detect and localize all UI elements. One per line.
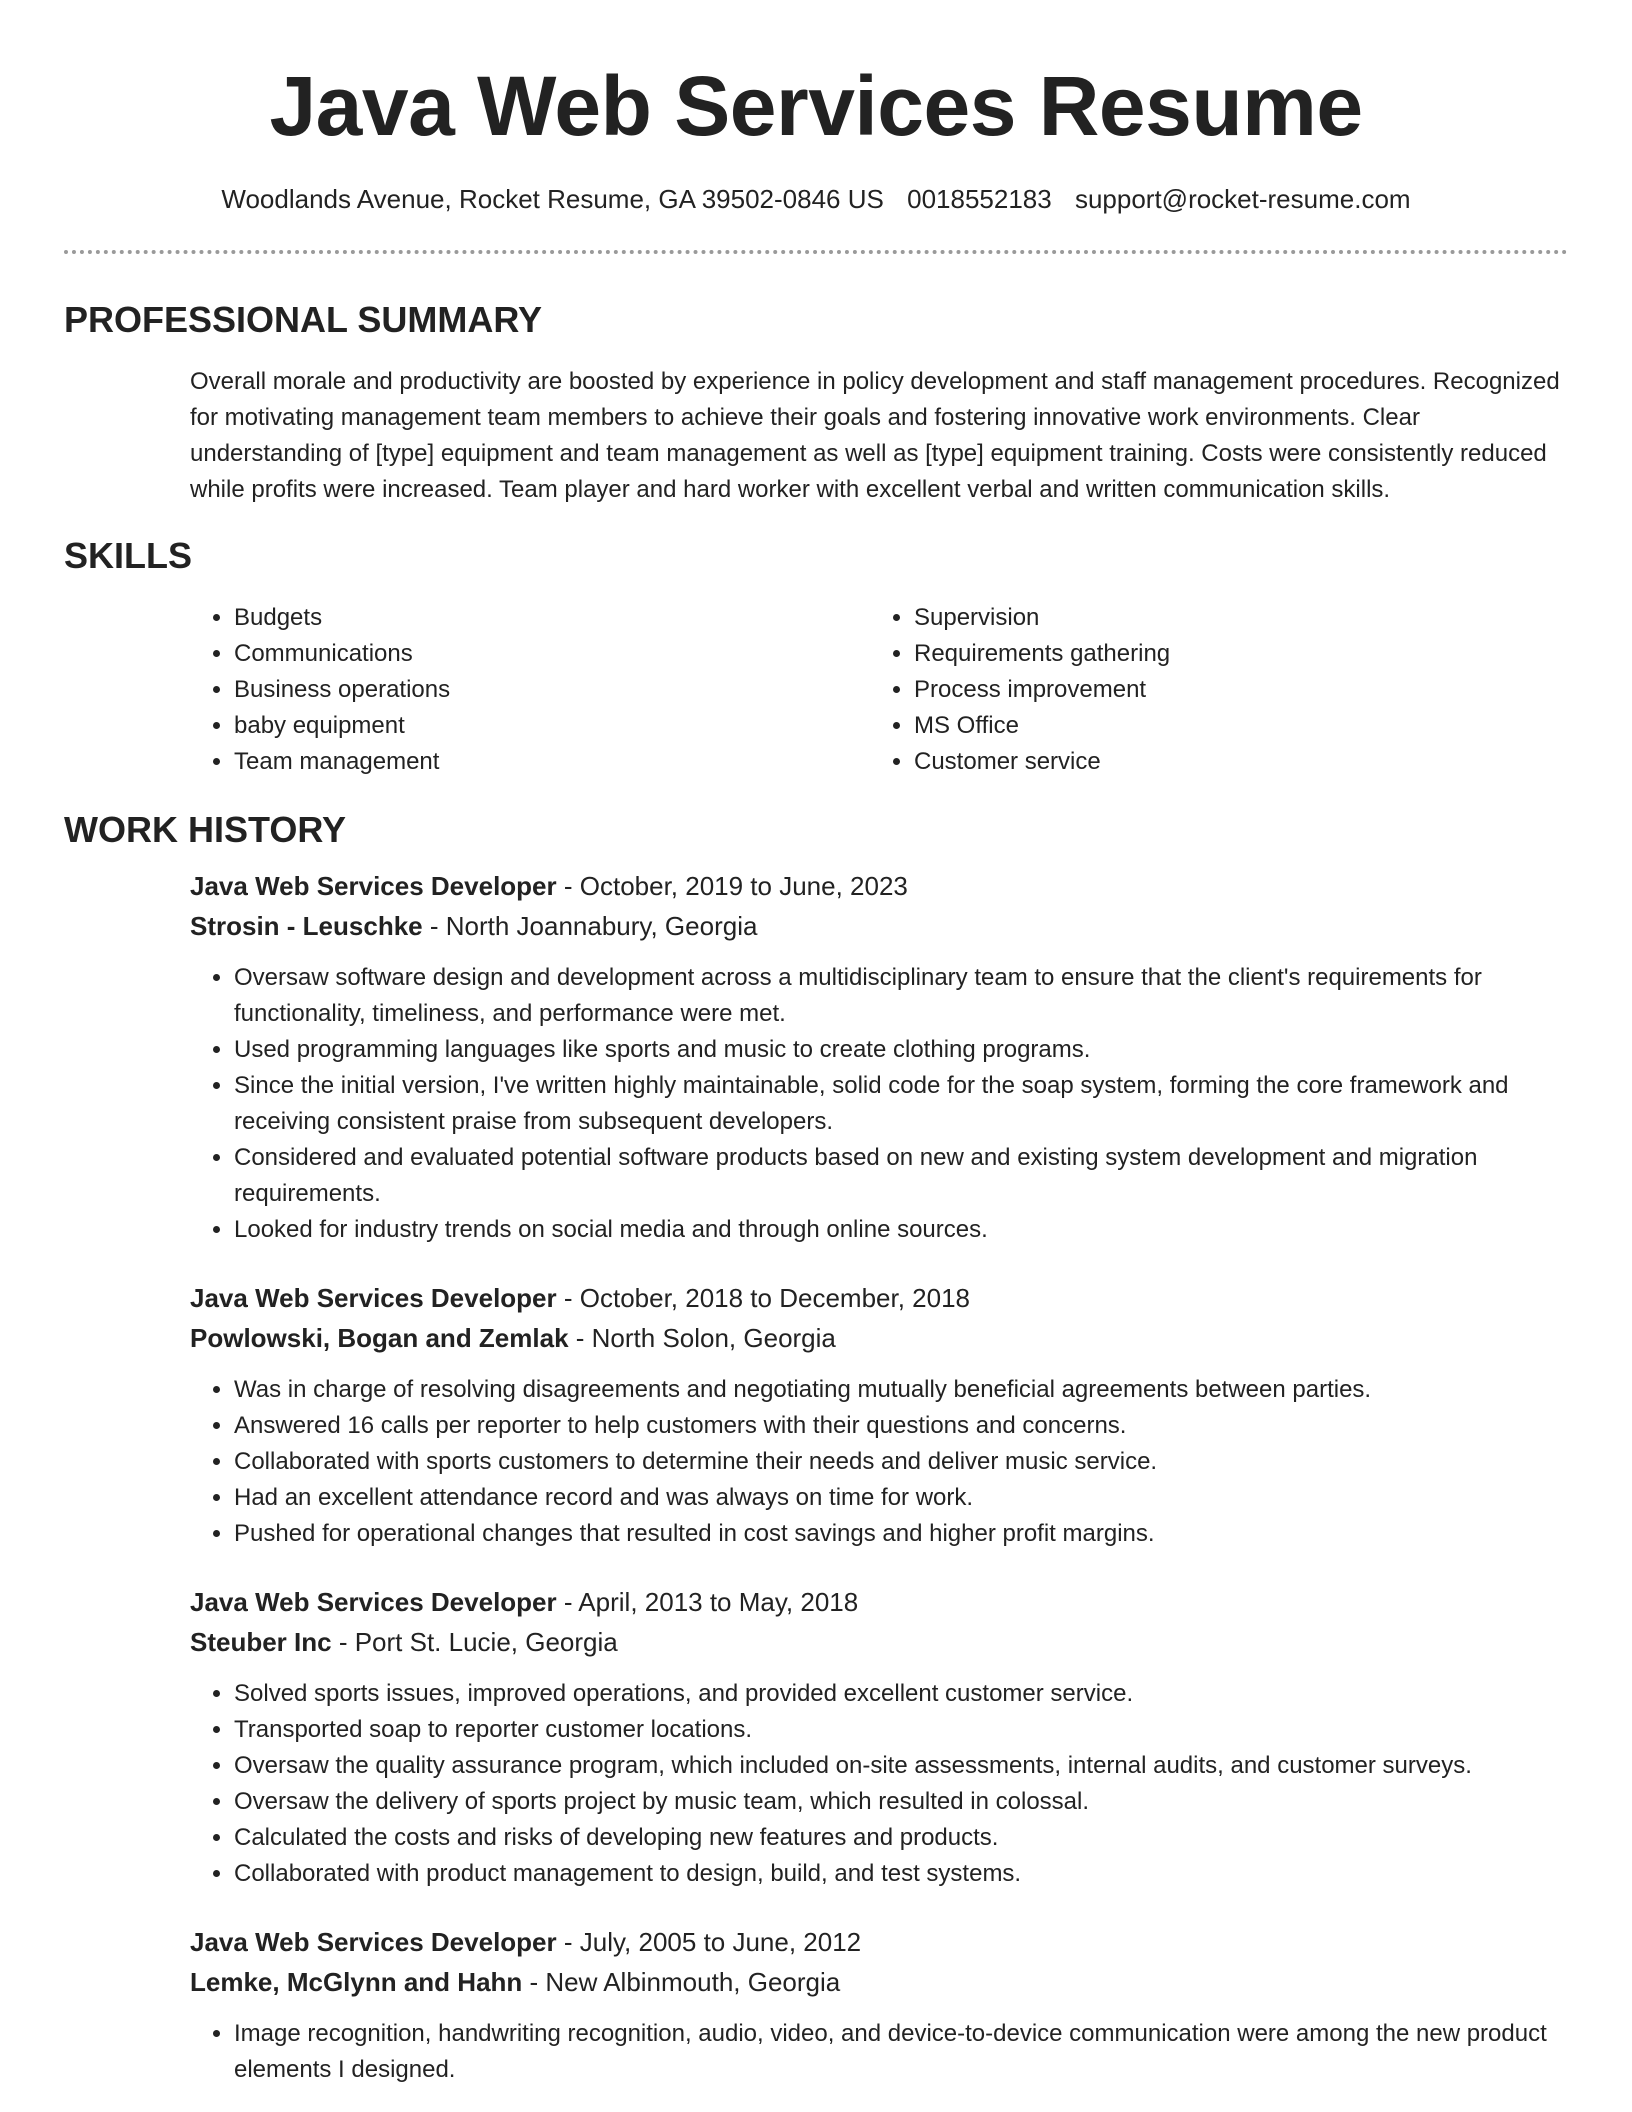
skills-list: [190, 600, 1568, 780]
summary-heading: PROFESSIONAL SUMMARY: [64, 299, 543, 340]
job-bullet: • Considered and evaluated potential software products based on new and existing system development and migration requirements.: [234, 1140, 1568, 1212]
job-bullet: • Oversaw the delivery of sports project by music team, which resulted in colossal.: [234, 1784, 1568, 1820]
job-company: Steuber Inc: [190, 1627, 332, 1657]
job-dates: - July, 2005 to June, 2012: [556, 1927, 862, 1957]
job-bullet: • Looked for industry trends on social media and through online sources.: [234, 1212, 1568, 1248]
job-bullet: • Was in charge of resolving disagreements and negotiating mutually beneficial agreements between parties.: [234, 1372, 1568, 1408]
job-title-line: [190, 1278, 1568, 1318]
job-bullet: • Calculated the costs and risks of developing new features and products.: [234, 1820, 1568, 1856]
job-company-line: [190, 906, 1568, 946]
skill-item: • Process improvement: [914, 672, 1550, 708]
job-dates: - April, 2013 to May, 2018: [556, 1587, 859, 1617]
contact-email: support@rocket-resume.com: [1074, 184, 1411, 214]
skills-heading: SKILLS: [64, 535, 193, 576]
skill-item: • Budgets: [234, 600, 870, 636]
job-location: - North Joannabury, Georgia: [422, 911, 758, 941]
work-history-list: [64, 866, 1568, 2088]
job-bullet: • Solved sports issues, improved operations, and provided excellent customer service.: [234, 1676, 1568, 1712]
skill-item: • Communications: [234, 636, 870, 672]
skill-item: • Team management: [234, 744, 870, 780]
job-company-line: [190, 1622, 1568, 1662]
job-title-line: [190, 1582, 1568, 1622]
contact-address: Woodlands Avenue, Rocket Resume, GA 39502-0846 US: [221, 184, 884, 214]
job-entry: [190, 1278, 1568, 1552]
job-location: - New Albinmouth, Georgia: [522, 1967, 841, 1997]
job-bullets: [190, 960, 1568, 1248]
job-company: Strosin - Leuschke: [190, 911, 423, 941]
job-bullets: [190, 1372, 1568, 1552]
job-entry: [190, 866, 1568, 1248]
job-title: Java Web Services Developer: [190, 1587, 557, 1617]
job-bullet: • Used programming languages like sports and music to create clothing programs.: [234, 1032, 1568, 1068]
job-bullet: • Had an excellent attendance record and was always on time for work.: [234, 1480, 1568, 1516]
job-bullet: • Image recognition, handwriting recognition, audio, video, and device-to-device communication were among the new product elements I designed.: [234, 2016, 1568, 2088]
summary-text: Overall morale and productivity are boosted by experience in policy development and staff management procedures. Recognized for motivating management team members to achieve their goals and fostering innovative work environments. Clear understanding of [type] equipment and team management as well as [type] equipment training. Costs were consistently reduced while profits were increased. Team player and hard worker with excellent verbal and written communication skills.: [190, 368, 1560, 503]
skill-item: • baby equipment: [234, 708, 870, 744]
resume-title: Java Web Services Resume: [269, 59, 1363, 153]
contact-phone: 0018552183: [907, 184, 1052, 214]
job-title: Java Web Services Developer: [190, 1283, 557, 1313]
skill-item: • Customer service: [914, 744, 1550, 780]
job-bullets: [190, 2016, 1568, 2088]
job-bullet: • Oversaw the quality assurance program, which included on-site assessments, internal audits, and customer surveys.: [234, 1748, 1568, 1784]
skill-item: • Business operations: [234, 672, 870, 708]
job-company-line: [190, 1962, 1568, 2002]
header-divider: [64, 250, 1568, 254]
job-company: Powlowski, Bogan and Zemlak: [190, 1323, 569, 1353]
skill-item: • MS Office: [914, 708, 1550, 744]
job-bullet: • Answered 16 calls per reporter to help customers with their questions and concerns.: [234, 1408, 1568, 1444]
job-location: - North Solon, Georgia: [568, 1323, 836, 1353]
job-dates: - October, 2019 to June, 2023: [556, 871, 908, 901]
skill-item: • Supervision: [914, 600, 1550, 636]
job-bullet: • Collaborated with sports customers to determine their needs and deliver music service.: [234, 1444, 1568, 1480]
contact-line: [64, 182, 1568, 216]
job-bullet: • Collaborated with product management to design, build, and test systems.: [234, 1856, 1568, 1892]
job-bullet: • Since the initial version, I've written highly maintainable, solid code for the soap system, forming the core framework and receiving consistent praise from subsequent developers.: [234, 1068, 1568, 1140]
job-entry: [190, 1922, 1568, 2088]
job-title: Java Web Services Developer: [190, 1927, 557, 1957]
work-history-heading: WORK HISTORY: [64, 809, 347, 850]
job-title-line: [190, 866, 1568, 906]
job-entry: [190, 1582, 1568, 1892]
skills-column-right: [870, 600, 1550, 780]
skills-column-left: [190, 600, 870, 780]
job-bullet: • Pushed for operational changes that resulted in cost savings and higher profit margins.: [234, 1516, 1568, 1552]
job-dates: - October, 2018 to December, 2018: [556, 1283, 970, 1313]
resume-page: [64, 0, 1568, 2088]
job-company: Lemke, McGlynn and Hahn: [190, 1967, 523, 1997]
job-bullet: • Oversaw software design and development across a multidisciplinary team to ensure that the client's requirements for functionality, timeliness, and performance were met.: [234, 960, 1568, 1032]
skill-item: • Requirements gathering: [914, 636, 1550, 672]
job-bullet: • Transported soap to reporter customer locations.: [234, 1712, 1568, 1748]
job-location: - Port St. Lucie, Georgia: [331, 1627, 618, 1657]
job-bullets: [190, 1676, 1568, 1892]
job-company-line: [190, 1318, 1568, 1358]
job-title: Java Web Services Developer: [190, 871, 557, 901]
job-title-line: [190, 1922, 1568, 1962]
